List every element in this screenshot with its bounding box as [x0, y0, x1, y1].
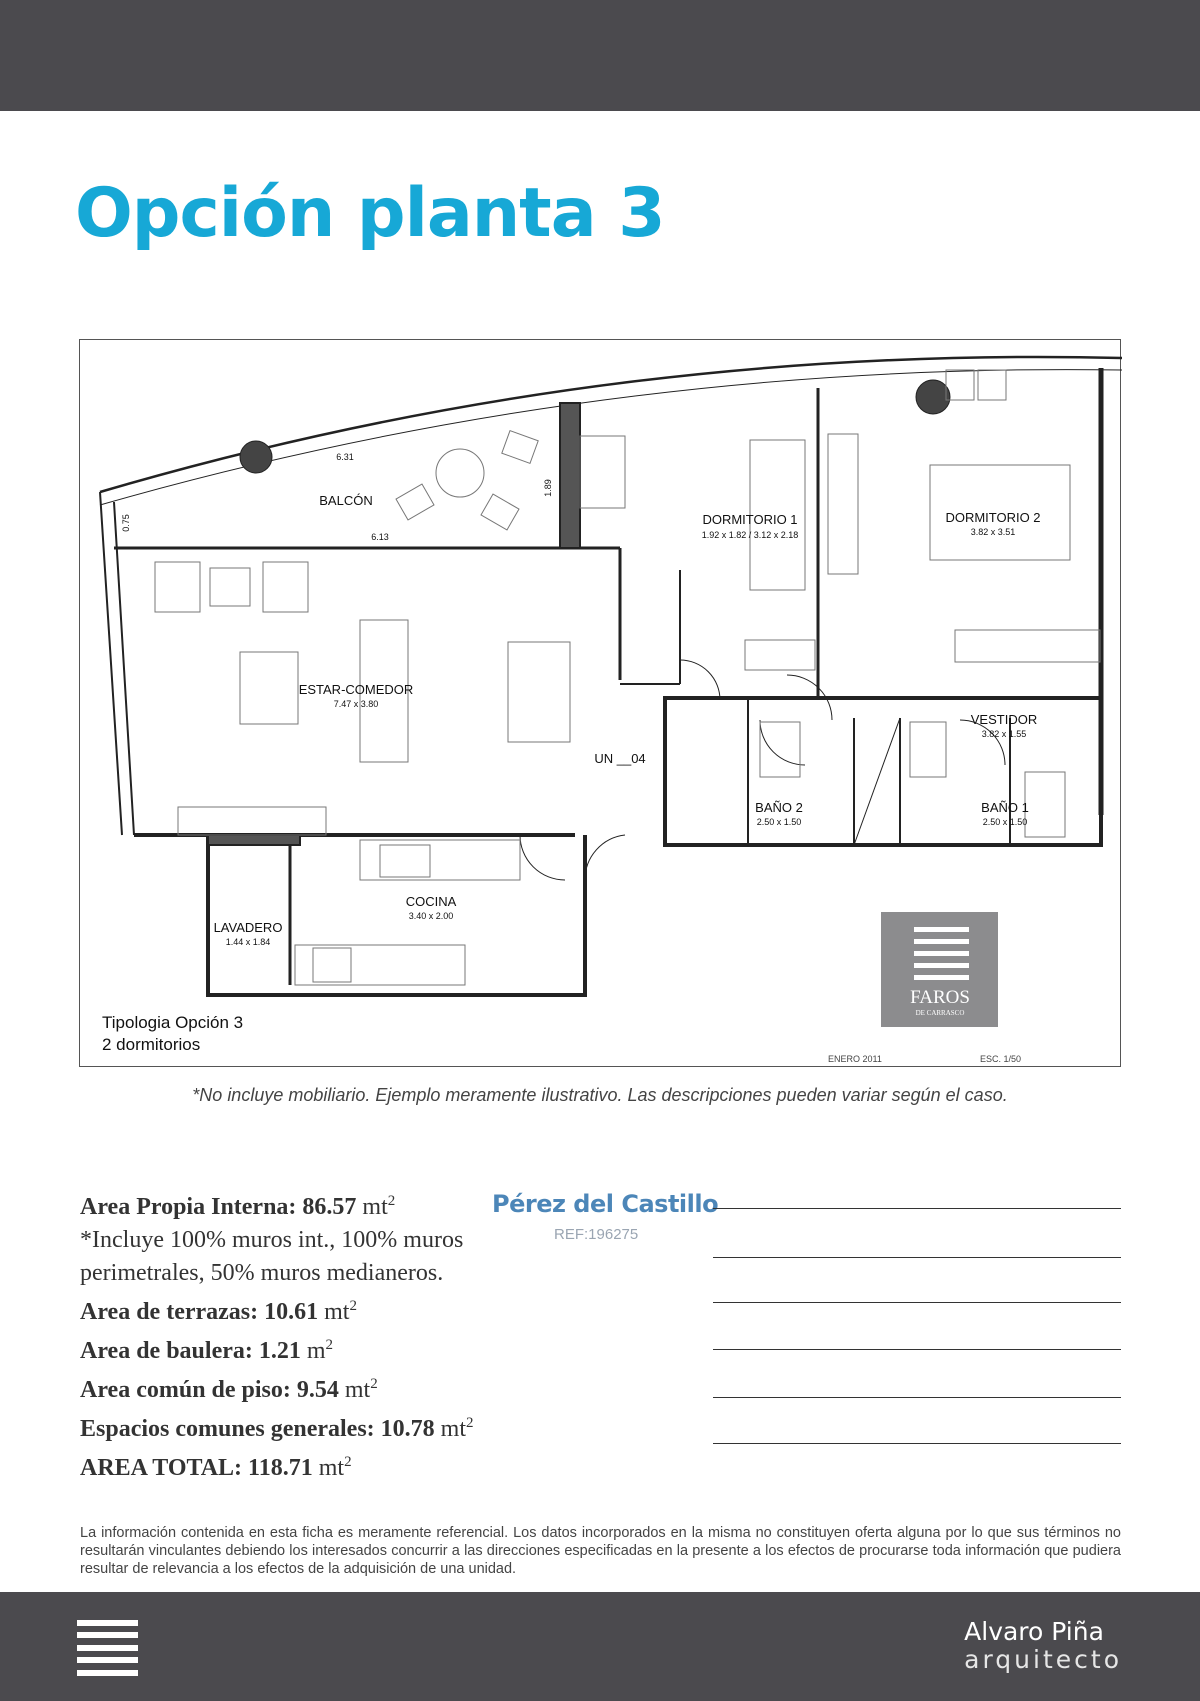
tipologia-line-2: 2 dormitorios	[102, 1035, 201, 1054]
dim-balcony-top: 6.31	[336, 452, 354, 462]
room-label-estar-comedor: ESTAR-COMEDOR	[298, 682, 414, 697]
room-dims-dormitorio-1: 1.92 x 1.82 / 3.12 x 2.18	[701, 530, 799, 540]
faros-footer-logo	[77, 1620, 138, 1676]
room-label-bano-1: BAÑO 1	[981, 800, 1029, 815]
dim-balcony-right: 1.89	[543, 479, 553, 497]
column-1	[240, 441, 272, 473]
room-label-bano-2: BAÑO 2	[755, 800, 803, 815]
column-2	[916, 380, 950, 414]
area-row-total: AREA TOTAL: 118.71 $mt^2$	[80, 1454, 352, 1481]
unit-label: UN __04	[594, 751, 646, 766]
room-label-lavadero: LAVADERO	[213, 920, 283, 935]
legal-disclaimer: La información contenida en esta ficha es meramente referencial. Los datos incorporados en la misma no constituyen oferta alguna por lo que sus términos no resultarán vinculantes debiendo los interesados concurrir a las direcciones especificadas en la presente a los efectos de procurarse toda información que pudiera resultar de relevancia a los efectos de la adquisición de una unidad.	[80, 1525, 1121, 1577]
area-row-baulera: Area de baulera: 1.21 $m^2$	[80, 1337, 334, 1364]
floor-plan-drawing	[80, 340, 1122, 1068]
area-row-propia: Area Propia Interna: 86.57 $mt^2$	[80, 1193, 396, 1220]
room-dims-cocina: 3.40 x 2.00	[408, 911, 454, 921]
room-label-cocina: COCINA	[405, 894, 457, 909]
room-label-dormitorio-2: DORMITORIO 2	[945, 510, 1041, 525]
room-label-vestidor: VESTIDOR	[970, 712, 1038, 727]
plan-scale: ESC. 1/50	[980, 1054, 1022, 1064]
room-dims-bano-2: 2.50 x 1.50	[756, 817, 802, 827]
footer-bar	[0, 1592, 1200, 1701]
top-banner	[0, 0, 1200, 111]
plan-date: ENERO 2011	[828, 1054, 882, 1064]
area-row-espacios-comunes: Espacios comunes generales: 10.78 $mt^2$	[80, 1415, 474, 1442]
area-row-comun-piso: Area común de piso: 9.54 $mt^2$	[80, 1376, 378, 1403]
faros-logo-sub: DE CARRASCO	[915, 1009, 965, 1017]
form-line	[713, 1208, 1121, 1209]
form-line	[713, 1257, 1121, 1258]
architect-title: arquitecto	[964, 1645, 1122, 1674]
room-dims-vestidor: 3.82 x 1.55	[981, 729, 1027, 739]
architect-name: Alvaro Piña	[964, 1617, 1104, 1646]
furniture-disclaimer: *No incluye mobiliario. Ejemplo meramente ilustrativo. Las descripciones pueden variar según el caso.	[192, 1085, 1008, 1105]
page-title: Opción planta 3	[75, 174, 665, 253]
tipologia-caption	[102, 1012, 243, 1056]
room-label-dormitorio-1: DORMITORIO 1	[702, 512, 798, 527]
form-line	[713, 1349, 1121, 1350]
left-wall	[100, 492, 134, 835]
form-line	[713, 1443, 1121, 1444]
area-note-2: perimetrales, 50% muros medianeros.	[80, 1260, 444, 1286]
dim-balcony-bottom: 6.13	[371, 532, 389, 542]
room-dims-estar-comedor: 7.47 x 3.80	[333, 699, 379, 709]
form-line	[713, 1397, 1121, 1398]
form-line	[713, 1302, 1121, 1303]
area-row-terrazas: Area de terrazas: 10.61 $mt^2$	[80, 1298, 357, 1325]
faros-logo-name: FAROS	[910, 987, 970, 1008]
floor-plan	[79, 339, 1121, 1067]
room-dims-bano-1: 2.50 x 1.50	[982, 817, 1028, 827]
room-dims-lavadero: 1.44 x 1.84	[225, 937, 271, 947]
area-summary	[80, 1185, 500, 1485]
agent-reference: REF:196275	[554, 1226, 639, 1243]
architect-signature	[964, 1618, 1122, 1674]
room-label-balcon: BALCÓN	[319, 493, 373, 508]
dim-balcony-left: 0.75	[121, 514, 131, 532]
room-dims-dormitorio-2: 3.82 x 3.51	[970, 527, 1016, 537]
agent-name: Pérez del Castillo	[492, 1190, 719, 1218]
tipologia-line-1: Tipologia Opción 3	[102, 1013, 244, 1032]
area-note-1: *Incluye 100% muros int., 100% muros	[80, 1227, 464, 1253]
